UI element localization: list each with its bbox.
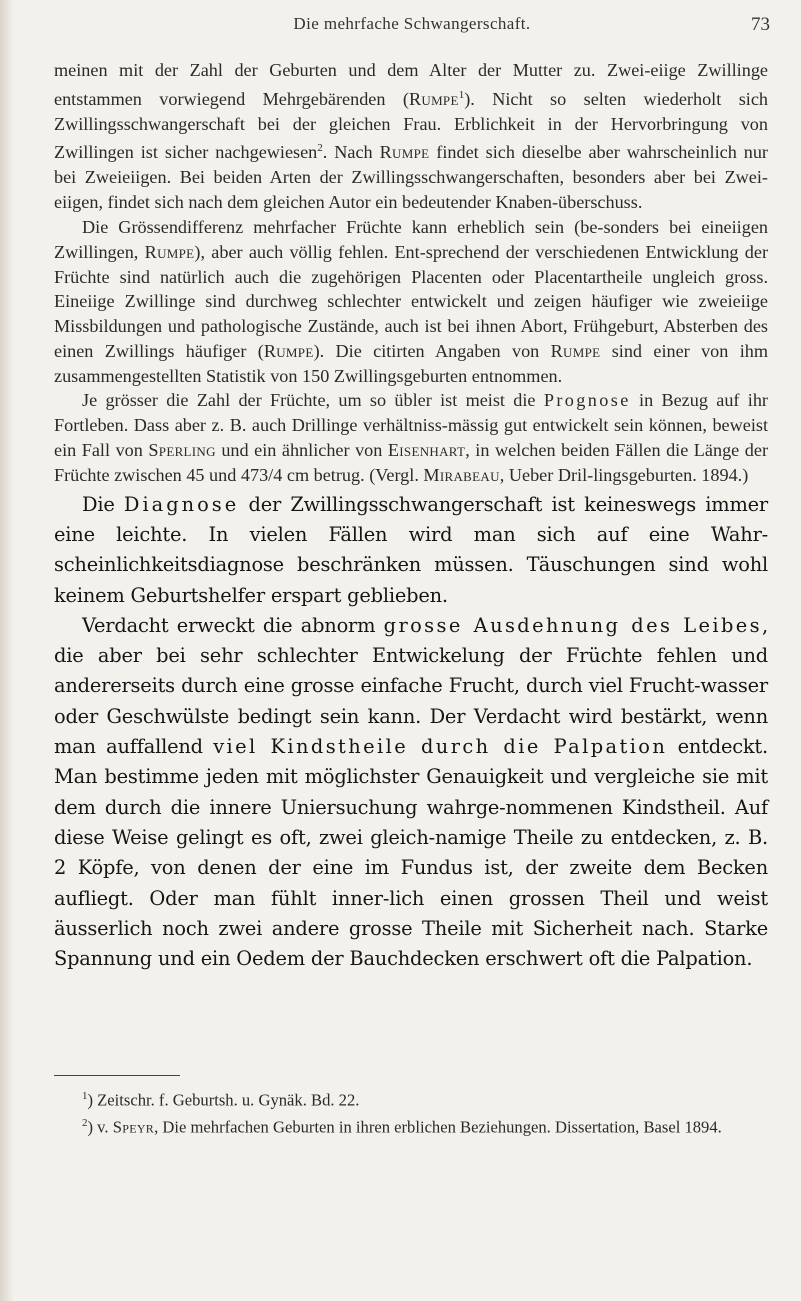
author-rumpe: Rumpe <box>408 88 459 109</box>
page-body <box>54 58 768 974</box>
fraction: 3/4 <box>259 464 283 485</box>
paragraph-1: meinen mit der Zahl der Geburten und dem Alter der Mutter zu. Zwei-eiige Zwillinge entstammen vorwiegend Mehrgebärenden (Rumpe$^1$). Nicht so selten wiederholt sich Zwillingsschwangerschaft bei der gleichen Frau. Erblichkeit in der Hervorbringung von Zwillingen ist sicher nachgewiesen$^2$. Nach Rumpe findet sich dieselbe aber wahrscheinlich nur bei Zweieiigen. Bei beiden Arten der Zwillingsschwangerschaften, besonders aber bei Zwei-eiigen, findet sich nach dem gleichen Autor ein bedeutender Knaben-überschuss. <box>54 60 768 213</box>
author-rumpe: Rumpe <box>144 241 195 262</box>
footnote-1: $^1$) Zeitschr. f. Geburtsh. u. Gynäk. Bd. 22. <box>82 1090 360 1110</box>
paragraph-4: Die Diagnose der Zwillingsschwangerschaft ist keineswegs immer eine leichte. In vielen Fällen wird man sich auf eine Wahr-scheinlichkeitsdiagnose beschränken müssen. Täuschungen sind wohl keinem Geburtshelfer erspart geblieben. <box>54 492 768 607</box>
running-title: Die mehrfache Schwangerschaft. <box>293 14 531 33</box>
keyword-ausdehnung: grosse Ausdehnung des Leibes <box>383 613 763 637</box>
paragraph-3: Je grösser die Zahl der Früchte, um so übler ist meist die Prognose in Bezug auf ihr Fortleben. Dass aber z. B. auch Drillinge verhältniss-mässig gut entwickelt sein können, beweist ein Fall von Sperling und ein ähnlicher von Eisenhart, in welchen beiden Fällen die Länge der Früchte zwischen 45 und 473/4 cm betrug. (Vergl. Mirabeau, Ueber Dril-lingsgeburten. 1894.) <box>54 390 769 485</box>
author-speyr: Speyr <box>112 1117 155 1137</box>
author-sperling: Sperling <box>148 440 216 461</box>
running-header <box>54 14 770 40</box>
keyword-kindstheile: viel Kindstheile durch die Palpation <box>213 735 668 759</box>
author-rumpe: Rumpe <box>263 340 314 361</box>
paragraph-2: Die Grössendifferenz mehrfacher Früchte kann erheblich sein (be-sonders bei eineiigen Zwillingen, Rumpe), aber auch völlig fehlen. Ent-sprechend der verschiedenen Entwicklung der Früchte sind natürlich auch die zugehörigen Placenten oder Placentartheile ungleich gross. Eineiige Zwillinge sind durchweg schlechter entwickelt und zeigen häufiger wie zweieiige Missbildungen und pathologische Zustände, auch ist bei ihnen Abort, Frühgeburt, Absterben des einen Zwillings häufiger (Rumpe). Die citirten Angaben von Rumpe sind einer von ihm zusammengestellten Statistik von 150 Zwillingsgeburten entnommen. <box>54 216 769 386</box>
author-rumpe: Rumpe <box>379 142 430 163</box>
page-edge-shadow <box>0 0 14 1301</box>
footnote-ref-1: 1 <box>458 88 465 101</box>
author-eisenhart: Eisenhart <box>387 440 466 461</box>
keyword-diagnose: Diagnose <box>123 492 240 516</box>
keyword-prognose: Prognose <box>543 390 631 411</box>
footnote-divider <box>54 1075 180 1076</box>
footnotes <box>54 1085 768 1138</box>
footnote-ref-2: 2 <box>317 142 323 155</box>
paragraph-5: Verdacht erweckt die abnorm grosse Ausdehnung des Leibes, die aber bei sehr schlechter Entwickelung der Früchte fehlen und andererseits durch eine grosse einfache Frucht, durch viel Frucht-wasser oder Geschwülste bedingt sein kann. Der Verdacht wird bestärkt, wenn man auffallend viel Kindstheile durch die Palpation entdeckt. Man bestimme jeden mit möglichster Genauigkeit und vergleiche sie mit dem durch die innere Uniersuchung wahrge-nommenen Kindstheil. Auf diese Weise gelingt es oft, zwei gleich-namige Theile zu entdecken, z. B. 2 Köpfe, von denen der eine im Fundus ist, der zweite dem Becken aufliegt. Oder man fühlt inner-lich einen grossen Theil und weist äusserlich noch zwei andere grosse Theile mit Sicherheit nach. Starke Spannung und ein Oedem der Bauchdecken erschwert oft die Palpation. <box>54 613 768 971</box>
author-rumpe: Rumpe <box>550 340 601 361</box>
page-number: 73 <box>751 14 770 35</box>
footnote-2: $^2$) v. Speyr, Die mehrfachen Geburten in ihren erblichen Beziehungen. Dissertation, Basel 1894. <box>82 1116 722 1137</box>
author-mirabeau: Mirabeau <box>423 464 500 485</box>
